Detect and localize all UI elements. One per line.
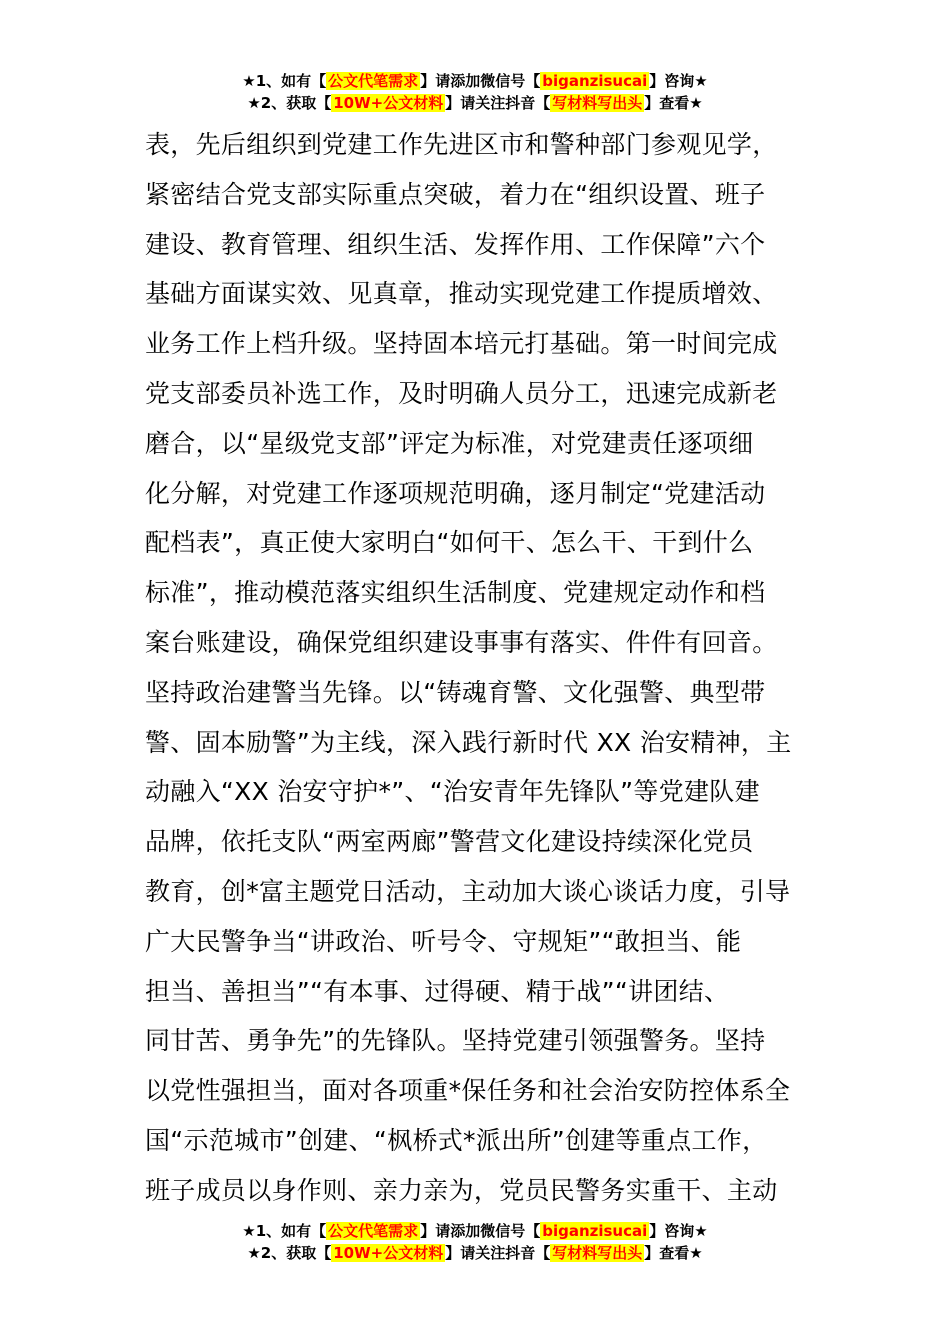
text-line: 基础方面谋实效、见真章，推动实现党建工作提质增效、: [145, 279, 778, 309]
text-line: 同甘苦、勇争先”的先锋队。坚持党建引领强警务。坚持: [145, 1026, 766, 1056]
banner-text: 】请添加微信号【: [420, 1222, 541, 1240]
text-line: 担当、善担当”“有本事、过得硬、精于战”“讲团结、: [145, 976, 730, 1006]
text-line: 磨合，以“星级党支部”评定为标准，对党建责任逐项细: [145, 428, 754, 458]
text-line: 党支部委员补选工作，及时明确人员分工，迅速完成新老: [145, 378, 778, 408]
highlight-douyin: 写材料写出头: [552, 1244, 643, 1262]
text-line: 建设、教育管理、组织生活、发挥作用、工作保障”六个: [145, 229, 766, 259]
text-line: 以党性强担当，面对各项重*保任务和社会治安防控体系全: [145, 1076, 791, 1106]
banner-text: ★2、获取【: [247, 1244, 332, 1262]
document-body: [145, 120, 835, 1216]
highlight-service: 公文代笔需求: [328, 72, 419, 90]
banner-text: 】咨询★: [649, 1222, 708, 1240]
text-line: 紧密结合党支部实际重点突破，着力在“组织设置、班子: [145, 179, 766, 209]
header-banner: [0, 70, 950, 114]
text-line: 业务工作上档升级。坚持固本培元打基础。第一时间完成: [145, 329, 778, 359]
text-line: 国“示范城市”创建、“枫桥式*派出所”创建等重点工作，: [145, 1125, 768, 1155]
banner-text: 】查看★: [644, 94, 703, 112]
highlight-materials: 10W+公文材料: [333, 94, 444, 112]
text-line: 班子成员以身作则、亲力亲为，党员民警务实重干、主动: [145, 1175, 778, 1205]
banner-text: 】咨询★: [649, 72, 708, 90]
highlight-douyin: 写材料写出头: [552, 94, 643, 112]
text-line: 化分解，对党建工作逐项规范明确，逐月制定“党建活动: [145, 478, 766, 508]
text-line: 教育，创*富主题党日活动，主动加大谈心谈话力度，引导: [145, 876, 791, 906]
text-line: 表，先后组织到党建工作先进区市和警种部门参观见学，: [145, 130, 778, 159]
highlight-wechat-id: biganzisucai: [542, 1222, 648, 1240]
text-line: 动融入“XX 治安守护*”、“治安青年先锋队”等党建队建: [145, 777, 760, 807]
text-line: 案台账建设，确保党组织建设事事有落实、件件有回音。: [145, 627, 778, 657]
text-line: 标准”，推动模范落实组织生活制度、党建规定动作和档: [145, 578, 766, 608]
highlight-service: 公文代笔需求: [328, 1222, 419, 1240]
banner-text: ★2、获取【: [247, 94, 332, 112]
banner-text: 】请关注抖音【: [445, 1244, 551, 1262]
text-line: 品牌，依托支队“两室两廊”警营文化建设持续深化党员: [145, 827, 754, 857]
banner-line-2: [0, 92, 950, 114]
banner-text: 】请关注抖音【: [445, 94, 551, 112]
footer-banner: [0, 1220, 950, 1264]
text-line: 坚持政治建警当先锋。以“铸魂育警、文化强警、典型带: [145, 677, 766, 707]
text-line: 警、固本励警”为主线，深入践行新时代 XX 治安精神，主: [145, 727, 792, 757]
banner-line-2: [0, 1242, 950, 1264]
banner-text: 】查看★: [644, 1244, 703, 1262]
highlight-materials: 10W+公文材料: [333, 1244, 444, 1262]
banner-line-1: [0, 70, 950, 92]
banner-text: ★1、如有【: [242, 72, 327, 90]
highlight-wechat-id: biganzisucai: [542, 72, 648, 90]
banner-text: ★1、如有【: [242, 1222, 327, 1240]
text-line: 广大民警争当“讲政治、听号令、守规矩”“敢担当、能: [145, 926, 742, 956]
text-line: 配档表”，真正使大家明白“如何干、怎么干、干到什么: [145, 528, 754, 558]
banner-text: 】请添加微信号【: [420, 72, 541, 90]
banner-line-1: [0, 1220, 950, 1242]
